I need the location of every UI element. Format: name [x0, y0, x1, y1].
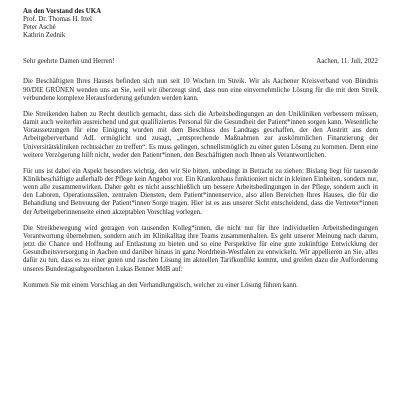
salutation: Sehr geehrte Damen und Herren!: [23, 58, 115, 66]
recipient-line-2: Peter Asché: [23, 24, 56, 32]
recipient-line-3: Kathrin Zednik: [23, 32, 66, 40]
paragraph-1: Die Beschäftigten Ihres Hauses befinden sich nun seit 10 Wochen im Streik. Wir als Aachener Kreisverband von Bündnis 90/DIE GRÜNEN wenden uns an Sie, weil wir überzeugt sind, dass nun eine einvernehmliche Lösung für die mit dem Streik verbundene komplexe Herausforderung gefunden werden kann.: [23, 78, 378, 102]
salutation-row: [23, 58, 378, 66]
place-date: Aachen, 11. Juli, 2022: [316, 58, 378, 66]
paragraph-5: Kommen Sie mit einem Vorschlag an den Verhandlungstisch, welcher zu einer Lösung führen kann.: [23, 282, 298, 289]
recipient-name: An den Vorstand des UKA: [23, 8, 102, 15]
paragraph-3: Für uns ist dabei ein Aspekt besonders wichtig, den wir Sie bitten, unbedingt in Betracht zu ziehen: Bislang liegt für tausende Klinikbeschäftigte außerhalb der Pflege kein Angebot vor. Ein Krankenhaus funktioniert nicht in kleinen Einheiten, sondern nur, wenn alle zusammenwirken. Daher geht es nicht ausschließlich um bessere Arbeitsbedingungen in der Pflege, sondern auch in den Laboren, Operationssälen, zentralen Diensten, dem Patient*innenservice, also allen Bereichen Ihres Hauses, die für die Behandlung und Betreuung der Patient*innen Sorge tragen. Hier ist es aus unserer Sicht entscheidend, dass die Vertreter*innen der Arbeitgeberinnenseite einen akzeptablen Vorschlag vorlegen.: [23, 168, 378, 216]
recipient-line-1: Prof. Dr. Thomas H. Ittel: [23, 16, 92, 24]
letter-page: [23, 8, 378, 290]
paragraph-2: Die Streikenden haben zu Recht deutlich gemacht, dass sich die Arbeitsbedingungen an den Unikliniken verbessern müssen, damit auch weiterhin ausreichend und gut qualifiziertes Personal für die Gesundheit der Patient*innen sorgen kann. Wesentliche Voraussetzungen für eine Einigung wurden mit dem Beschluss des Landtags geschaffen, der den Austritt aus dem Arbeitgeberverband AdL ermöglicht und zusagt, „entsprechende Maßnahmen zur auskömmlichen Finanzierung der Universitätskliniken rechtssicher zu treffen“. Es muss gelingen, schnellstmöglich zu einer guten Lösung zu kommen. Denn eine weitere Verzögerung hilft nicht, weder den Patient*innen, den Beschäftigten noch Ihnen als Verantwortlichen.: [23, 111, 378, 159]
paragraph-4: Die Streikbewegung wird getragen von tausenden Kolleg*innen, die nicht nur für ihre individuellen Arbeitsbedingungen Verantwortung übernehmen, sondern auch im Klinikalltag ihre Teams zusammenhalten. Es geht unserer Meinung nach darum, jetzt die Chance und Hoffnung auf Entlastung zu bieten und so eine Perspektive für eine gute zukünftige Entwicklung der Gesundheitsversorgung in Aachen und darüber hinaus in ganz Nordrhein-Westfalen zu entwickeln. Wir appellieren an Sie, alles dafür zu tun, dass es zu einer guten und raschen Lösung im aktuellen Tarifkonflikt kommt, und greifen dazu die Aufforderung unseres Bundestagsabgeordneten Lukas Benner MdB auf:: [23, 225, 378, 273]
recipient-address-block: [23, 8, 378, 40]
